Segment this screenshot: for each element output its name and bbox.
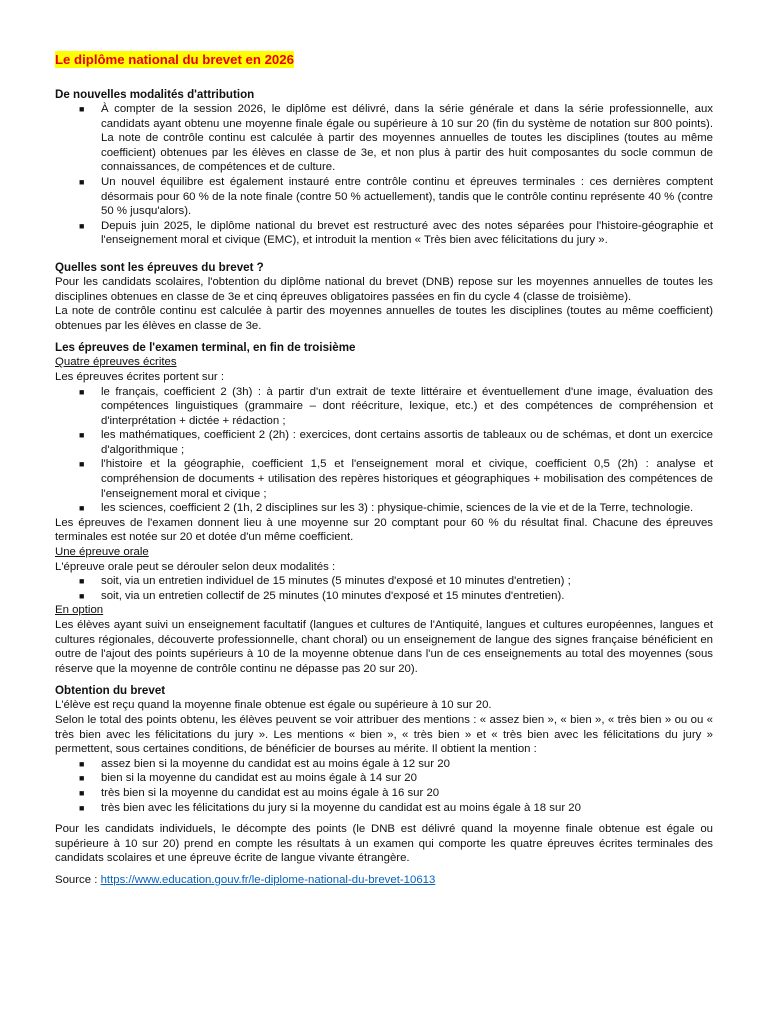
bullet-icon: ■ — [79, 386, 85, 397]
list-item-text: Un nouvel équilibre est également instauré entre contrôle continu et épreuves terminales : ces dernières comptent désormais pour 60 % de la note finale (contre 50 % actuellement), tandis que le contrôle continu représente 40 % (contre 50 % jusqu'alors). — [101, 175, 713, 218]
bullet-icon: ■ — [79, 773, 85, 784]
subheading-epreuves-ecrites: Quatre épreuves écrites — [55, 356, 177, 369]
ecrites-list — [55, 385, 713, 516]
paragraph-candidats-individuels: Pour les candidats individuels, le décompte des points (le DNB est délivré quand la moyenne finale obtenue est égale ou supérieure à 10 sur 20) prend en compte les résultats à un examen qui comporte les quatre épreuves écrites terminales des candidats scolaires et une épreuve écrite de langue vivante étrangère. — [55, 823, 713, 865]
list-item — [55, 102, 713, 175]
list-item — [55, 574, 713, 589]
bullet-icon: ■ — [79, 176, 85, 187]
modalites-list — [55, 102, 713, 248]
bullet-icon: ■ — [79, 503, 85, 514]
paragraph-mentions: Selon le total des points obtenu, les élèves peuvent se voir attribuer des mentions : « assez bien », « bien », « très bien » ou ou « très bien avec les félicitations du jury ». Les mentions « bien », « très bien » et « très bien avec les félicitations du jury » permettent, sous certaines conditions, de bénéficier de bourses au mérite. Il obtient la mention : — [55, 713, 713, 756]
list-item-text: bien si la moyenne du candidat est au moins égale à 14 sur 20 — [101, 772, 417, 785]
subheading-epreuve-orale: Une épreuve orale — [55, 546, 149, 559]
paragraph-ecrites-moyenne: Les épreuves de l'examen donnent lieu à une moyenne sur 20 comptant pour 60 % du résultat final. Chacune des épreuves terminales est notée sur 20 et dotée d'un même coefficient. — [55, 516, 713, 544]
bullet-icon: ■ — [79, 220, 85, 231]
paragraph-ecrites-intro: Les épreuves écrites portent sur : — [55, 370, 225, 383]
list-item — [55, 457, 713, 501]
list-item — [55, 428, 713, 457]
bullet-icon: ■ — [79, 104, 85, 114]
list-item — [55, 385, 713, 429]
section-heading-obtention: Obtention du brevet — [55, 684, 166, 698]
document-title: Le diplôme national du brevet en 2026 — [55, 52, 294, 67]
list-item — [55, 501, 713, 516]
list-item — [55, 175, 713, 219]
bullet-icon: ■ — [79, 787, 85, 798]
paragraph-controle-continu: La note de contrôle continu est calculée à partir des moyennes annuelles de toutes les disciplines (toutes au même coefficient) obtenues par les élèves en classe de 3e. — [55, 305, 713, 332]
subheading-en-option: En option — [55, 604, 104, 617]
list-item-text: les sciences, coefficient 2 (1h, 2 disciplines sur les 3) : physique-chimie, sciences de la vie et de la Terre, technologie. — [101, 502, 694, 515]
list-item-text: très bien avec les félicitations du jury si la moyenne du candidat est au moins égale à 18 sur 20 — [101, 801, 581, 814]
bullet-icon: ■ — [79, 802, 85, 813]
orale-list — [55, 574, 713, 603]
list-item-text: soit, via un entretien collectif de 25 minutes (10 minutes d'exposé et 15 minutes d'entretien). — [101, 589, 565, 602]
list-item-text: À compter de la session 2026, le diplôme est délivré, dans la série générale et dans la série professionnelle, aux candidats ayant obtenu une moyenne finale égale ou supérieure à 10 sur 20 (fin du système de notation sur 800 points). La note de contrôle continu est calculée à partir des moyennes annuelles de toutes les disciplines (toutes au même coefficient) obtenues par les élèves en classe de 3e, et non plus à partir des huit composantes du socle commun de connaissances, de compétences et de culture. — [101, 103, 713, 174]
list-item-text: les mathématiques, coefficient 2 (2h) : exercices, dont certains assortis de tableaux ou de schémas, et dont un exercice d'algorithmique ; — [101, 429, 713, 456]
bullet-icon: ■ — [79, 590, 85, 601]
paragraph-option: Les élèves ayant suivi un enseignement facultatif (langues et cultures de l'Antiquité, langues et cultures européennes, langues et cultures régionales, découverte professionnelle, chant choral) ou un enseignement de langue des signes française bénéficient en outre de l'ajout des points supérieurs à 10 de la moyenne obtenue dans l'un de ces enseignements au total des moyennes (sous réserve que la moyenne de contrôle continu ne dépasse pas 20 sur 20). — [55, 619, 713, 675]
source-line — [55, 873, 713, 888]
list-item — [55, 219, 713, 248]
paragraph-dnb: Pour les candidats scolaires, l'obtention du diplôme national du brevet (DNB) repose sur les moyennes annuelles de toutes les disciplines obtenues en classe de 3e et cinq épreuves obligatoires passées en fin du cycle 4 (classe de troisième). — [55, 275, 713, 303]
list-item-text: le français, coefficient 2 (3h) : à partir d'un extrait de texte littéraire et éventuellement d'une image, évaluation des compétences linguistiques (grammaire – dont réécriture, lexique, etc.) et des compétences de compréhension et d'interprétation + dictée + rédaction ; — [101, 385, 713, 427]
list-item — [55, 786, 713, 801]
paragraph-recu: L'élève est reçu quand la moyenne finale obtenue est égale ou supérieure à 10 sur 20. — [55, 699, 492, 712]
source-label: Source : — [55, 873, 101, 886]
section-heading-modalites: De nouvelles modalités d'attribution — [55, 88, 255, 101]
list-item-text: assez bien si la moyenne du candidat est au moins égale à 12 sur 20 — [101, 757, 450, 770]
list-item — [55, 589, 713, 604]
list-item — [55, 757, 713, 772]
document-body — [55, 52, 713, 888]
list-item-text: l'histoire et la géographie, coefficient 1,5 et l'enseignement moral et civique, coefficient 0,5 (2h) : analyse et compréhension de documents + utilisation des repères historiques et géographiques + mobilisation des compétences de l'enseignement moral et civique ; — [101, 458, 713, 500]
bullet-icon: ■ — [79, 576, 85, 587]
section-heading-epreuves: Quelles sont les épreuves du brevet ? — [55, 260, 264, 274]
list-item-text: Depuis juin 2025, le diplôme national du brevet est restructuré avec des notes séparées pour l'histoire-géographie et l'enseignement moral et civique (EMC), et introduit la mention « Très bien avec félicitations du jury ». — [101, 219, 713, 247]
list-item — [55, 771, 713, 786]
list-item — [55, 801, 713, 816]
title-block — [55, 52, 713, 69]
mentions-list — [55, 757, 713, 815]
bullet-icon: ■ — [79, 430, 85, 441]
bullet-icon: ■ — [79, 758, 85, 769]
bullet-icon: ■ — [79, 459, 85, 470]
list-item-text: soit, via un entretien individuel de 15 minutes (5 minutes d'exposé et 10 minutes d'entretien) ; — [101, 575, 571, 588]
source-link[interactable]: https://www.education.gouv.fr/le-diplome-national-du-brevet-10613 — [100, 873, 436, 886]
list-item-text: très bien si la moyenne du candidat est au moins égale à 16 sur 20 — [101, 786, 440, 799]
paragraph-orale-intro: L'épreuve orale peut se dérouler selon deux modalités : — [55, 560, 336, 573]
section-heading-examen-terminal: Les épreuves de l'examen terminal, en fin de troisième — [55, 341, 356, 355]
